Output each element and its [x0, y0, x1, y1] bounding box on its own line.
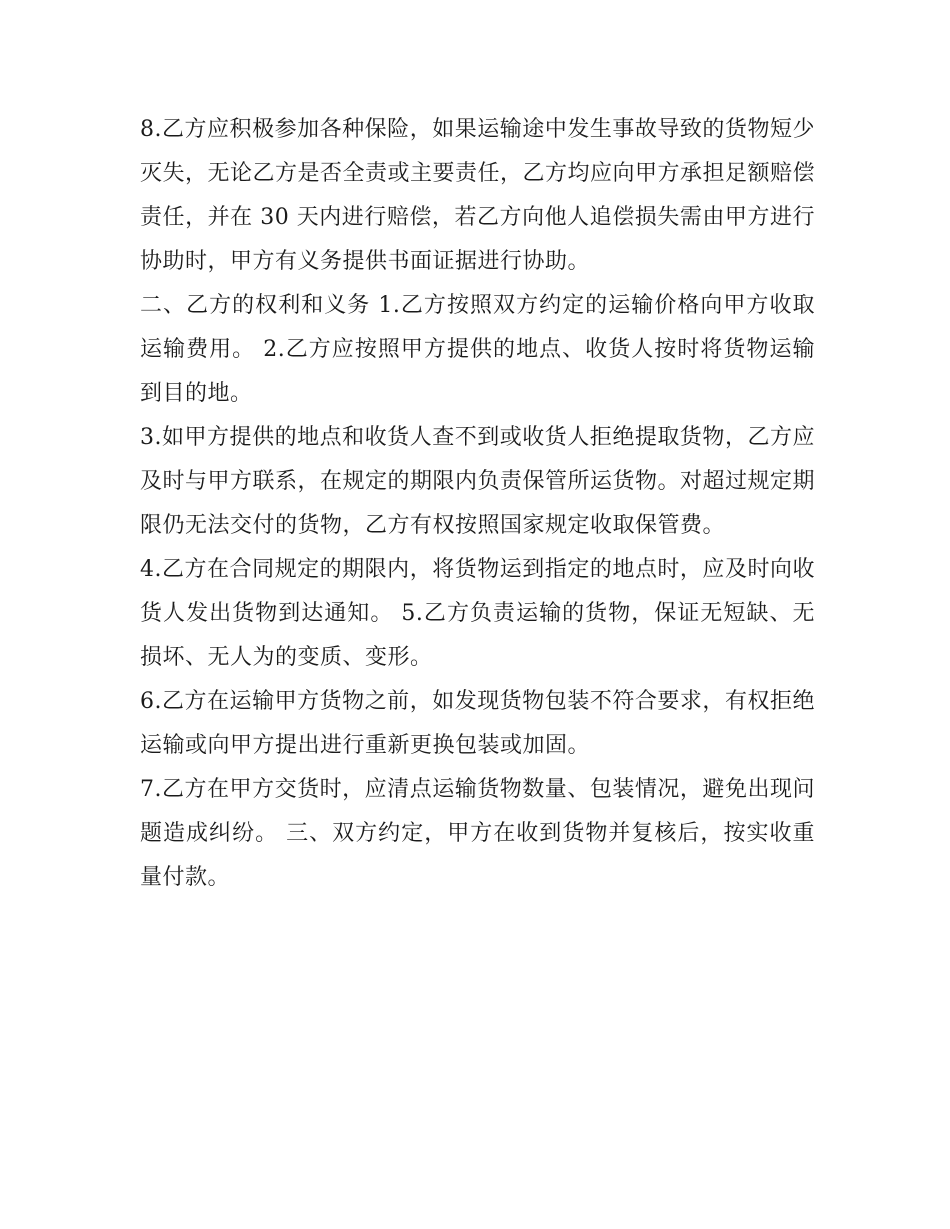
paragraph-clause-8-insurance: 8.乙方应积极参加各种保险，如果运输途中发生事故导致的货物短少灭失，无论乙方是否全责或主要责任，乙方均应向甲方承担足额赔偿责任，并在 30 天内进行赔偿，若乙方向他人追偿损失需由甲方进行协助时，甲方有义务提供书面证据进行协助。	[140, 117, 816, 274]
paragraph-clause-6-packaging: 6.乙方在运输甲方货物之前，如发现货物包装不符合要求，有权拒绝运输或向甲方提出进行重新更换包装或加固。	[140, 689, 815, 758]
paragraph-clause-4-5-delivery: 4.乙方在合同规定的期限内，将货物运到指定的地点时，应及时向收货人发出货物到达通知。 5.乙方负责运输的货物，保证无短缺、无损坏、无人为的变质、变形。	[140, 557, 815, 670]
paragraph-party-b-rights: 二、乙方的权利和义务 1.乙方按照双方约定的运输价格向甲方收取运输费用。 2.乙方应按照甲方提供的地点、收货人按时将货物运输到目的地。	[140, 293, 815, 406]
paragraph-clause-7-payment: 7.乙方在甲方交货时，应清点运输货物数量、包装情况，避免出现问题造成纠纷。 三、双方约定，甲方在收到货物并复核后，按实收重量付款。	[140, 777, 815, 890]
document-body	[140, 108, 815, 900]
paragraph-clause-3-storage: 3.如甲方提供的地点和收货人查不到或收货人拒绝提取货物，乙方应及时与甲方联系，在规定的期限内负责保管所运货物。对超过规定期限仍无法交付的货物，乙方有权按照国家规定收取保管费。	[140, 425, 816, 538]
